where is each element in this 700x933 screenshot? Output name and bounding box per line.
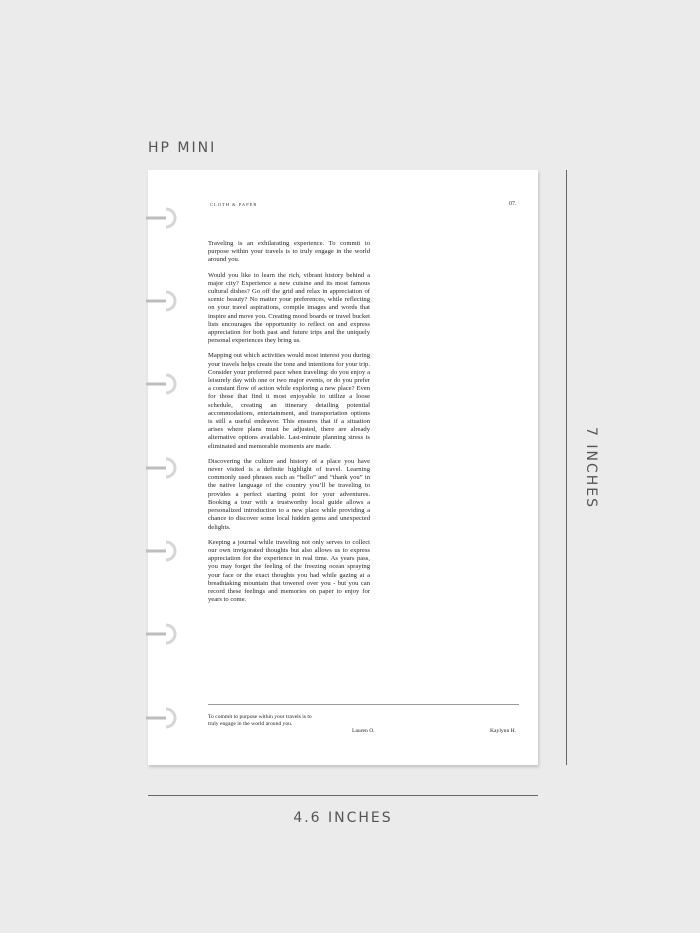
paragraph: Would you like to learn the rich, vibrant history behind a major city? Experience a new cuisine and its most famous cultural dishes? Go off the grid and relax in appreciation of scenic beauty? No matter your preferences, while reflecting on your travel aspirations, compile images and words that inspire and move you. Creating mood boards or travel bucket lists encourages the opportunity to reflect on and express appreciation for both past and future trips and the uniquely personal experiences they bring us. <box>208 271 370 345</box>
ring-tab-3 <box>146 373 182 395</box>
article-body <box>208 240 370 611</box>
author-name: Kaylynn H. <box>490 728 517 734</box>
paragraph: Traveling is an exhilarating experience. To commit to purpose within your travels is to truly engage in the world around you. <box>208 240 370 264</box>
width-dimension-label: 4.6 INCHES <box>293 810 393 826</box>
product-label: HP MINI <box>148 140 217 156</box>
ring-tab-7 <box>146 707 182 729</box>
paragraph: Discovering the culture and history of a place you have never visited is a definite highlight of travel. Learning commonly used phrases such as “hello” and “thank you” in the native language of the country you’ll be traveling to provides a perfect starting point for your adventures. Booking a tour with a trustworthy local guide allows a personalized introduction to a new place while providing a chance to discover some local hidden gems and unexpected delights. <box>208 457 370 531</box>
height-dimension-label: 7 INCHES <box>583 427 599 509</box>
ring-tab-1 <box>146 207 182 229</box>
footer-divider <box>208 704 519 705</box>
ring-tab-2 <box>146 290 182 312</box>
footer-quote: To commit to purpose within your travels is to truly engage in the world around you. <box>208 714 312 727</box>
page-brand: CLOTH & PAPER <box>210 202 258 207</box>
paragraph: Mapping out which activities would most interest you during your travels helps create the tone and intentions for your trip. Consider your preferred pace when traveling: do you enjoy a leisurely day with one or two major events, or do you prefer a constant flow of action while exploring a new place? Even for those that find it most enjoyable to utilize a loose schedule, creating an itinerary detailing potential accommodations, entertainment, and transportation options is still a useful endeavor. This ensures that if a situation arises where plans must be adjusted, there are already alternative options available. Last-minute planning stress is eliminated and memorable moments are made. <box>208 352 370 450</box>
height-dimension-line <box>566 170 567 765</box>
ring-tab-6 <box>146 623 182 645</box>
width-dimension-line <box>148 795 538 796</box>
paragraph: Keeping a journal while traveling not only serves to collect our own invigorated thoughts but also allows us to express appreciation for the experience in real time. As years pass, you may forget the feeling of the freezing ocean spraying your face or the exact thoughts you had while gazing at a breathtaking mountain that towered over you - but you can record these feelings and memories on paper to enjoy for years to come. <box>208 538 370 604</box>
ring-tab-4 <box>146 457 182 479</box>
page-number: 07. <box>509 201 517 207</box>
ring-tab-5 <box>146 540 182 562</box>
author-name: Lauren O. <box>352 728 375 734</box>
